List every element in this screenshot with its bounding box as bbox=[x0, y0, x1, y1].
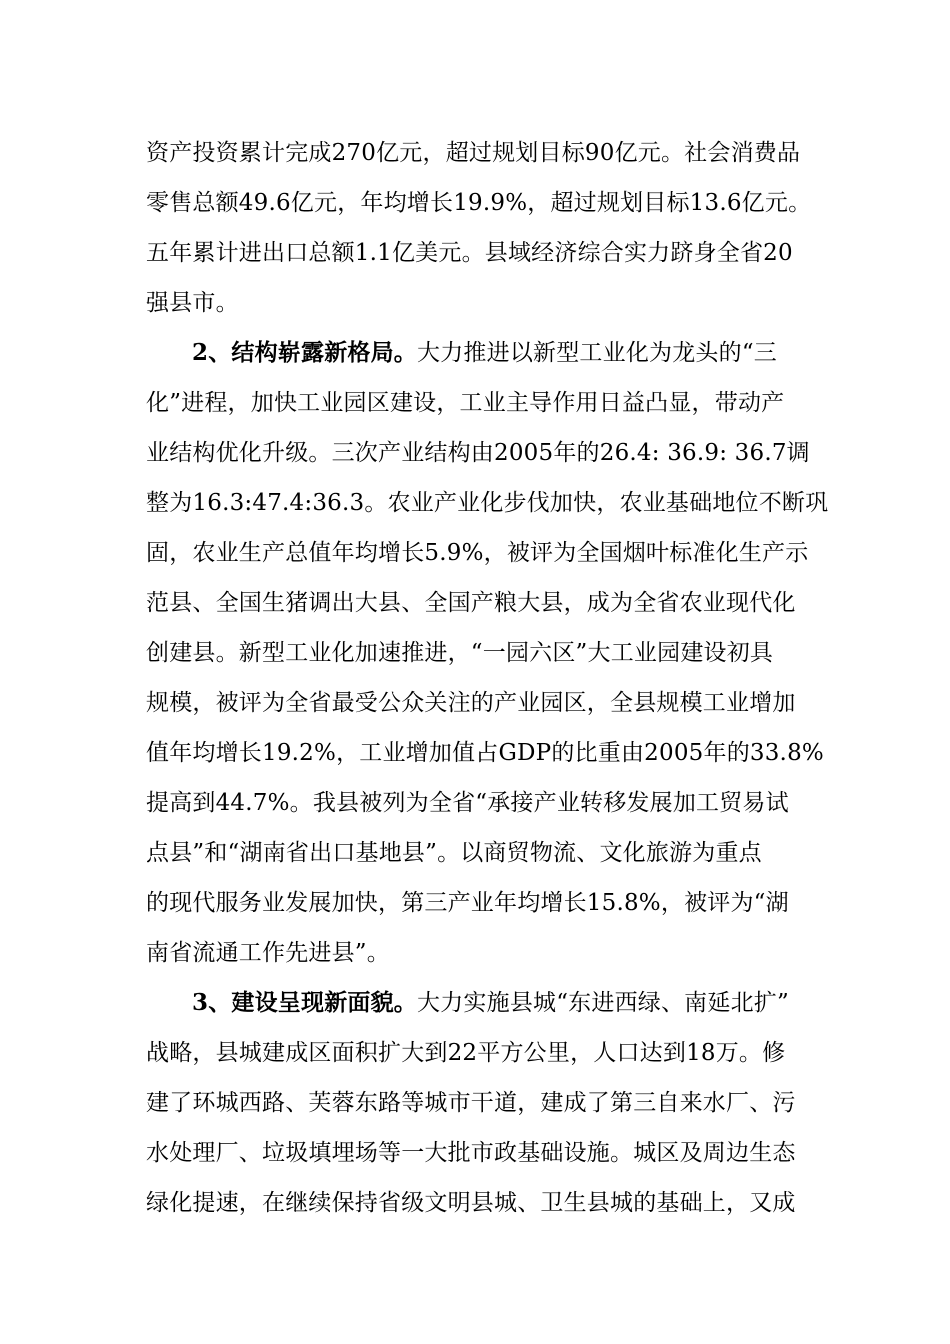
paragraph1-line-2: 零售总额49.6亿元，年均增长19.9%，超过规划目标13.6亿元。 bbox=[146, 190, 812, 216]
paragraph2-line-13: 南省流通工作先进县”。 bbox=[146, 940, 390, 966]
paragraph2-line-8: 规模，被评为全省最受公众关注的产业园区，全县规模工业增加 bbox=[146, 690, 796, 716]
paragraph3-line-5: 绿化提速，在继续保持省级文明县城、卫生县城的基础上，又成 bbox=[146, 1190, 796, 1216]
paragraph2-line-11: 点县”和“湖南省出口基地县”。以商贸物流、文化旅游为重点 bbox=[146, 840, 762, 866]
paragraph3-line-2: 战略，县城建成区面积扩大到22平方公里，人口达到18万。修 bbox=[146, 1040, 786, 1066]
paragraph2-line-2: 化”进程，加快工业园区建设，工业主导作用日益凸显，带动产 bbox=[146, 390, 785, 416]
paragraph2-line-4: 整为16.3:47.4:36.3。农业产业化步伐加快，农业基础地位不断巩 bbox=[146, 490, 829, 516]
paragraph3-line-3: 建了环城西路、芙蓉东路等城市干道，建成了第三自来水厂、污 bbox=[146, 1090, 796, 1116]
paragraph2-heading: 2、结构崭露新格局。 bbox=[192, 339, 418, 366]
paragraph2-first-line-text: 大力推进以新型工业化为龙头的“三 bbox=[417, 340, 777, 366]
paragraph2-line-10: 提高到44.7%。我县被列为全省“承接产业转移发展加工贸易试 bbox=[146, 790, 789, 816]
paragraph3-first-line bbox=[192, 987, 798, 1019]
paragraph2-line-6: 范县、全国生猪调出大县、全国产粮大县，成为全省农业现代化 bbox=[146, 590, 796, 616]
paragraph1-line-3: 五年累计进出口总额1.1亿美元。县域经济综合实力跻身全省20 bbox=[146, 240, 793, 266]
paragraph1-line-4: 强县市。 bbox=[146, 290, 239, 316]
paragraph3-first-line-text: 大力实施县城“东进西绿、南延北扩” bbox=[417, 990, 789, 1016]
paragraph2-line-7: 创建县。新型工业化加速推进，“一园六区”大工业园建设初具 bbox=[146, 640, 774, 666]
paragraph3-line-4: 水处理厂、垃圾填埋场等一大批市政基础设施。城区及周边生态 bbox=[146, 1140, 796, 1166]
paragraph2-first-line bbox=[192, 337, 798, 369]
paragraph1-line-1: 资产投资累计完成270亿元，超过规划目标90亿元。社会消费品 bbox=[146, 140, 801, 166]
paragraph2-line-5: 固，农业生产总值年均增长5.9%，被评为全国烟叶标准化生产示 bbox=[146, 540, 809, 566]
paragraph2-line-3: 业结构优化升级。三次产业结构由2005年的26.4: 36.9: 36.7调 bbox=[146, 440, 810, 466]
paragraph2-line-12: 的现代服务业发展加快，第三产业年均增长15.8%，被评为“湖 bbox=[146, 890, 789, 916]
paragraph2-line-9: 值年均增长19.2%，工业增加值占GDP的比重由2005年的33.8% bbox=[146, 740, 824, 766]
paragraph3-heading: 3、建设呈现新面貌。 bbox=[192, 989, 418, 1016]
